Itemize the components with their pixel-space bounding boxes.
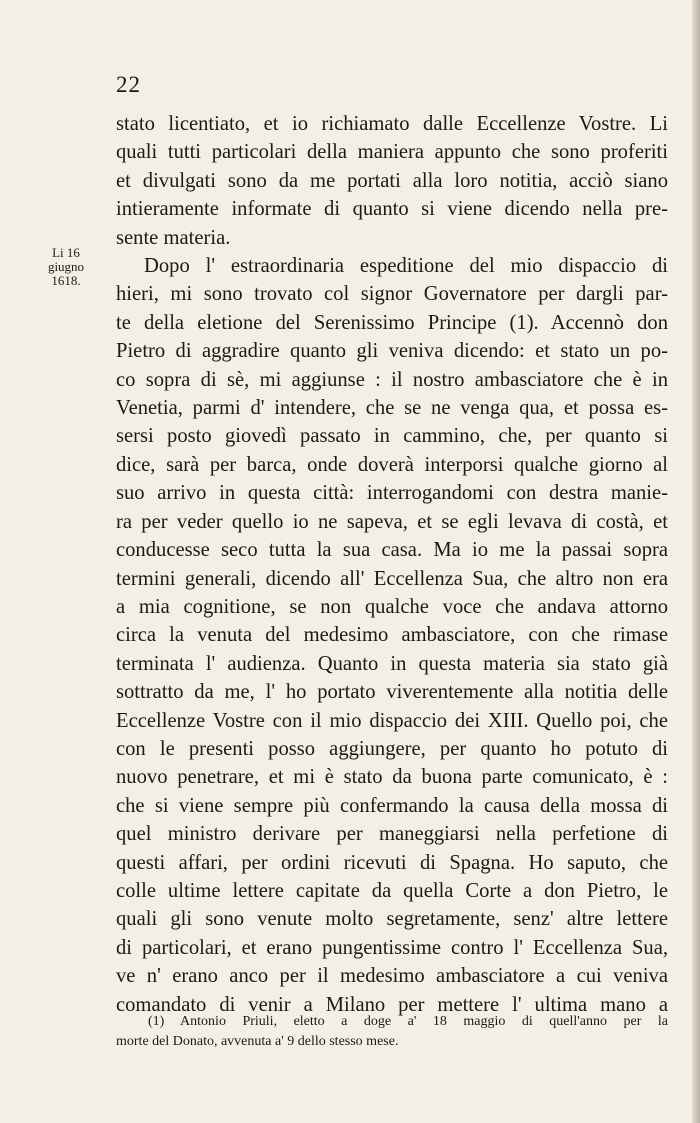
text-line: che si viene sempre più confermando la causa della mossa di <box>116 794 668 817</box>
text-line: questi affari, per ordini ricevuti di Spagna. Ho saputo, che <box>116 851 668 874</box>
text-line: di particolari, et erano pungentissime contro l' Eccellenza Sua, <box>116 936 668 959</box>
text-line: Pietro di aggradire quanto gli veniva dicendo: et stato un po- <box>116 340 668 363</box>
text-line: comandato di venir a Milano per mettere l' ultima mano a <box>116 993 668 1016</box>
text-line: colle ultime lettere capitate da quella Corte a don Pietro, le <box>116 879 668 902</box>
text-line: Dopo l' estraordinaria espeditione del mio dispaccio di <box>144 255 668 278</box>
page-number: 22 <box>116 72 141 97</box>
text-line: quali tutti particolari della maniera appunto che sono proferiti <box>116 141 668 164</box>
text-line: nuovo penetrare, et mi è stato da buona parte comunicato, è : <box>116 766 668 789</box>
text-line: termini generali, dicendo all' Eccellenza Sua, che altro non era <box>116 567 668 590</box>
text-line: dice, sarà per barca, onde doverà interporsi qualche giorno al <box>116 453 668 476</box>
text-line: sente materia. <box>116 226 231 249</box>
text-line: con le presenti posso aggiungere, per quanto ho potuto di <box>116 737 668 760</box>
text-line: Eccellenze Vostre con il mio dispaccio dei XIII. Quello poi, che <box>116 709 668 732</box>
margin-note-line: giugno <box>47 259 85 274</box>
text-line: terminata l' audienza. Quanto in questa materia sia stato già <box>116 652 668 675</box>
margin-note-line: 1618. <box>51 273 81 288</box>
margin-note-line: Li 16 <box>52 245 80 260</box>
footnote-line: morte del Donato, avvenuta a' 9 dello stesso mese. <box>116 1034 399 1049</box>
text-line: quel ministro derivare per maneggiarsi nella perfetione di <box>116 823 668 846</box>
text-line: sottratto da me, l' ho portato viverentemente alla notitia delle <box>116 681 668 704</box>
text-line: a mia cognitione, se non qualche voce che andava attorno <box>116 595 668 618</box>
text-line: co sopra di sè, mi aggiunse : il nostro ambasciatore che è in <box>116 368 668 391</box>
text-line: suo arrivo in questa città: interrogandomi con destra manie- <box>116 482 668 505</box>
text-line: sersi posto giovedì passato in cammino, che, per quanto si <box>116 425 668 448</box>
text-line: ve n' erano anco per il medesimo ambasciatore a cui veniva <box>116 965 668 988</box>
text-line: ra per veder quello io ne sapeva, et se egli levava di costà, et <box>116 510 668 533</box>
text-line: quali gli sono venute molto segretamente, senz' altre lettere <box>116 908 668 931</box>
text-line: et divulgati sono da me portati alla loro notitia, acciò siano <box>116 169 668 192</box>
text-line: te della eletione del Serenissimo Principe (1). Accennò don <box>116 311 668 334</box>
footnote <box>116 1012 668 1052</box>
text-line: stato licentiato, et io richiamato dalle Eccellenze Vostre. Li <box>116 113 668 135</box>
text-line: hieri, mi sono trovato col signor Governatore per dargli par- <box>116 283 668 306</box>
footnote-line: (1) Antonio Priuli, eletto a doge a' 18 maggio di quell'anno per la <box>148 1014 668 1029</box>
margin-date-note <box>34 246 98 288</box>
text-line: Venetia, parmi d' intendere, che se ne venga qua, et possa es- <box>116 397 668 420</box>
text-line: intieramente informate di quanto si viene dicendo nella pre- <box>116 198 668 221</box>
body-text <box>116 110 668 1019</box>
page-edge-shadow <box>692 0 700 1123</box>
text-line: conducesse seco tutta la sua casa. Ma io me la passai sopra <box>116 539 668 562</box>
text-line: circa la venuta del medesimo ambasciatore, con che rimase <box>116 624 668 647</box>
